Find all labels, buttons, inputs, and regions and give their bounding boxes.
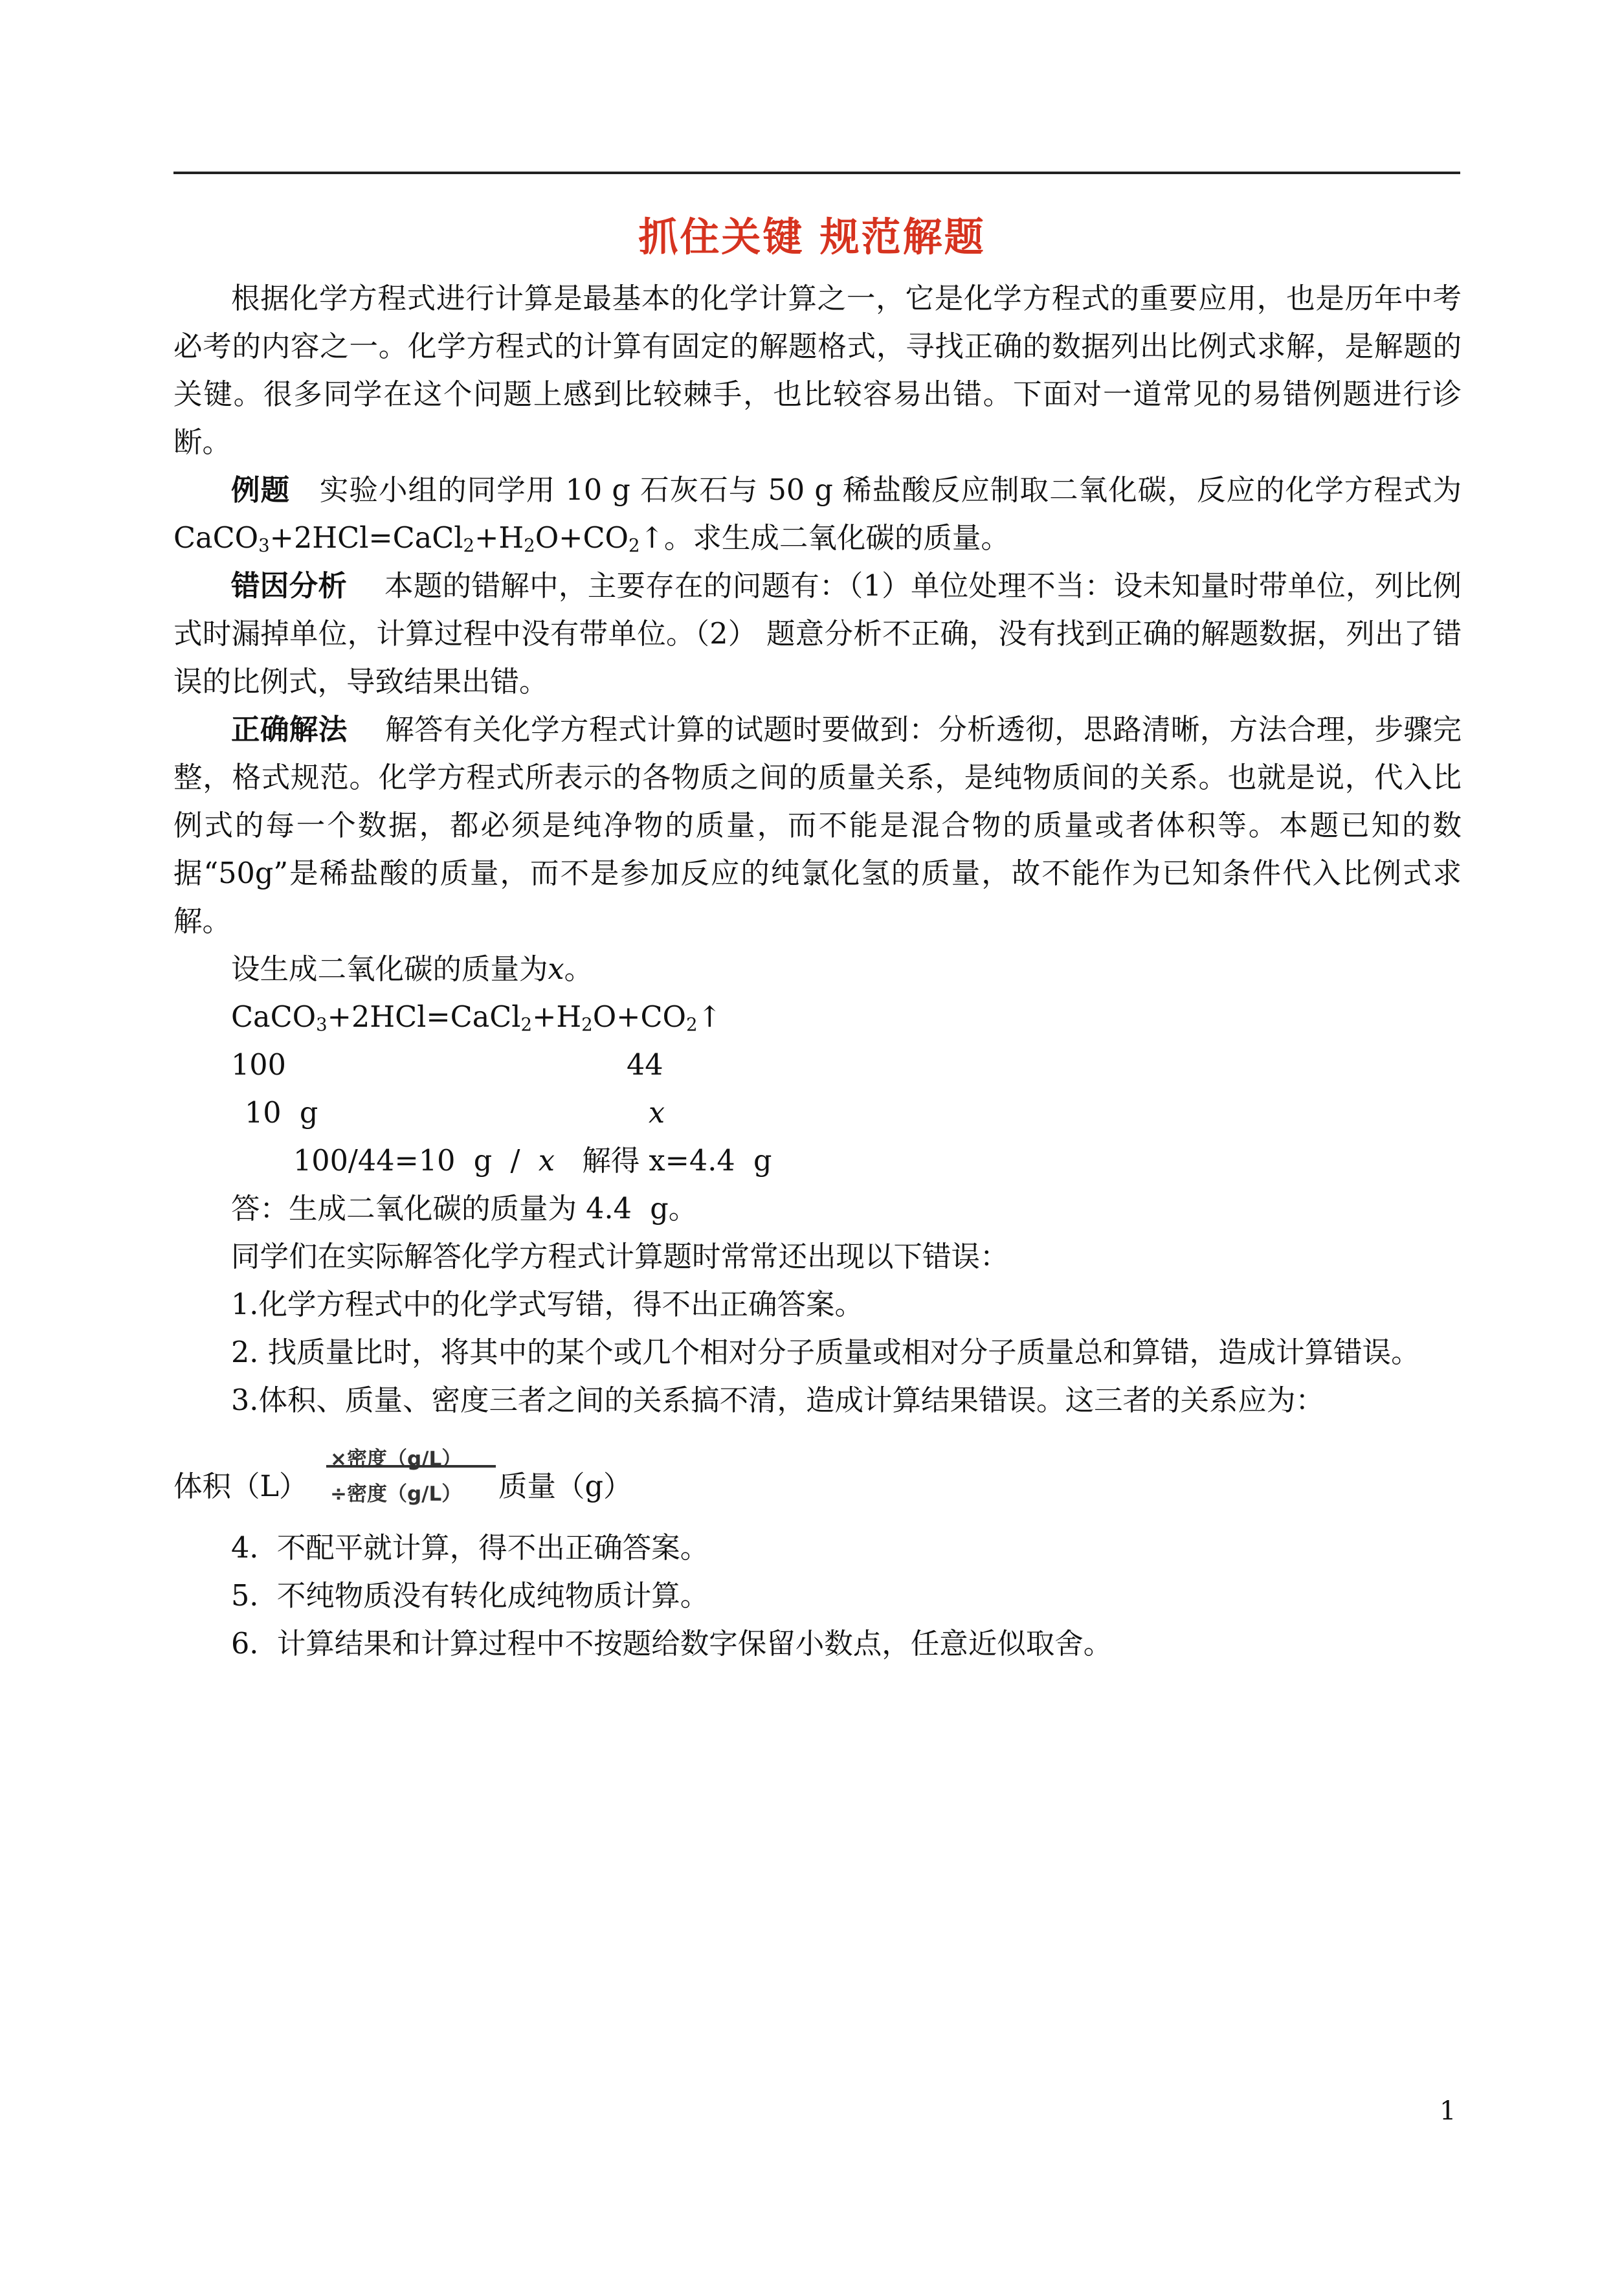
correct-method-text: 解答有关化学方程式计算的试题时要做到：分析透彻，思路清晰，方法合理，步骤完整，格式规范。化学方程式所表示的各物质之间的质量关系，是纯物质间的关系。也就是说，代入比例式的每一个数据，都必须是纯净物的质量，而不能是混合物的质量或者体积等。本题已知的数据“50g”是稀盐酸的质量，而不是参加反应的纯氯化氢的质量，故不能作为已知条件代入比例式求解。 bbox=[173, 713, 1462, 938]
solution-equation-line bbox=[173, 994, 1462, 1042]
example-text-c: +H bbox=[474, 522, 524, 555]
error-analysis-text: 本题的错解中，主要存在的问题有：（1）单位处理不当：设未知量时带单位，列比例式时漏掉单位，计算过程中没有带单位。（2） 题意分析不正确，没有找到正确的解题数据，列出了错误的比例式，导致结果出错。 bbox=[173, 570, 1462, 699]
eq-c: +H bbox=[532, 1001, 582, 1034]
sub-2: 2 bbox=[524, 535, 535, 557]
intro-paragraph: 根据化学方程式进行计算是最基本的化学计算之一，它是化学方程式的重要应用，也是历年中考必考的内容之一。化学方程式的计算有固定的解题格式，寻找正确的数据列出比例式求解，是解题的关键。很多同学在这个问题上感到比较棘手，也比较容易出错。下面对一道常见的易错例题进行诊断。 bbox=[173, 282, 1462, 459]
correct-method-paragraph bbox=[173, 706, 1462, 946]
header-rule bbox=[173, 172, 1460, 174]
eq-sub-2: 2 bbox=[581, 1014, 593, 1036]
error-item-6: 6. 计算结果和计算过程中不按题给数字保留小数点，任意近似取舍。 bbox=[231, 1627, 1113, 1661]
known-values-line bbox=[173, 1090, 1462, 1137]
error-item-1: 1.化学方程式中的化学式写错，得不出正确答案。 bbox=[231, 1288, 863, 1321]
error-item-5: 5. 不纯物质没有转化成纯物质计算。 bbox=[231, 1580, 709, 1613]
unknown-x: x bbox=[649, 1097, 665, 1130]
relation-volume: 体积（L） bbox=[173, 1470, 308, 1503]
eq-sub-2: 2 bbox=[520, 1014, 533, 1036]
example-paragraph bbox=[173, 467, 1462, 563]
example-text-d: O+CO bbox=[535, 522, 629, 555]
error-item-2: 2. 找质量比时，将其中的某个或几个相对分子质量或相对分子质量总和算错，造成计算错误。 bbox=[231, 1336, 1420, 1369]
relation-formula bbox=[173, 1427, 1462, 1525]
eq-d: O+CO bbox=[592, 1001, 687, 1034]
example-text-e: ↑。求生成二氧化碳的质量。 bbox=[640, 522, 1010, 555]
eq-sub-2: 2 bbox=[686, 1014, 698, 1036]
ratio-text: 100/44=10 g / bbox=[293, 1145, 539, 1178]
document-body bbox=[173, 275, 1462, 1668]
ratio-variable: x bbox=[538, 1145, 555, 1178]
example-text-b: +2HCl=CaCl bbox=[269, 522, 463, 555]
eq-a: CaCO bbox=[231, 1001, 317, 1034]
sub-2: 2 bbox=[628, 535, 640, 557]
relation-fraction-bar bbox=[326, 1465, 496, 1468]
let-variable: x bbox=[548, 953, 564, 986]
ratio-result: 解得 x=4.4 g bbox=[554, 1145, 772, 1178]
eq-sub-3: 3 bbox=[316, 1014, 328, 1036]
let-end: 。 bbox=[564, 953, 594, 986]
error-item-3: 3.体积、质量、密度三者之间的关系搞不清，造成计算结果错误。这三者的关系应为： bbox=[231, 1384, 1324, 1417]
example-text-a: 实验小组的同学用 10 g 石灰石与 50 g 稀盐酸反应制取二氧化碳，反应的化学方程式为 CaCO bbox=[173, 474, 1462, 555]
example-label: 例题 bbox=[231, 474, 291, 507]
known-mass: 10 g bbox=[245, 1097, 318, 1130]
page-title: 抓住关键 规范解题 bbox=[638, 214, 986, 260]
correct-method-label: 正确解法 bbox=[231, 713, 348, 746]
relation-mass: 质量（g） bbox=[498, 1470, 632, 1503]
error-analysis-label: 错因分析 bbox=[231, 570, 348, 603]
relation-multiply-density: ×密度（g/L） bbox=[330, 1448, 462, 1471]
ratio-line bbox=[173, 1137, 1462, 1185]
relation-fraction bbox=[326, 1427, 496, 1505]
relation-divide-density: ÷密度（g/L） bbox=[330, 1482, 462, 1506]
eq-b: +2HCl=CaCl bbox=[327, 1001, 521, 1034]
error-item-4: 4. 不配平就计算，得不出正确答案。 bbox=[231, 1532, 709, 1565]
solution-let-line bbox=[173, 946, 1462, 994]
sub-3: 3 bbox=[258, 535, 270, 557]
errors-intro: 同学们在实际解答化学方程式计算题时常常还出现以下错误： bbox=[231, 1240, 1009, 1273]
error-analysis-paragraph bbox=[173, 563, 1462, 706]
page-number: 1 bbox=[1440, 2096, 1456, 2126]
molar-mass-caco3: 100 bbox=[231, 1049, 286, 1082]
answer-line: 答：生成二氧化碳的质量为 4.4 g。 bbox=[231, 1192, 698, 1225]
sub-2: 2 bbox=[463, 535, 475, 557]
eq-e: ↑ bbox=[697, 1001, 722, 1034]
molar-mass-co2: 44 bbox=[627, 1049, 663, 1082]
let-text: 设生成二氧化碳的质量为 bbox=[231, 953, 548, 986]
molar-mass-line bbox=[173, 1042, 1462, 1090]
